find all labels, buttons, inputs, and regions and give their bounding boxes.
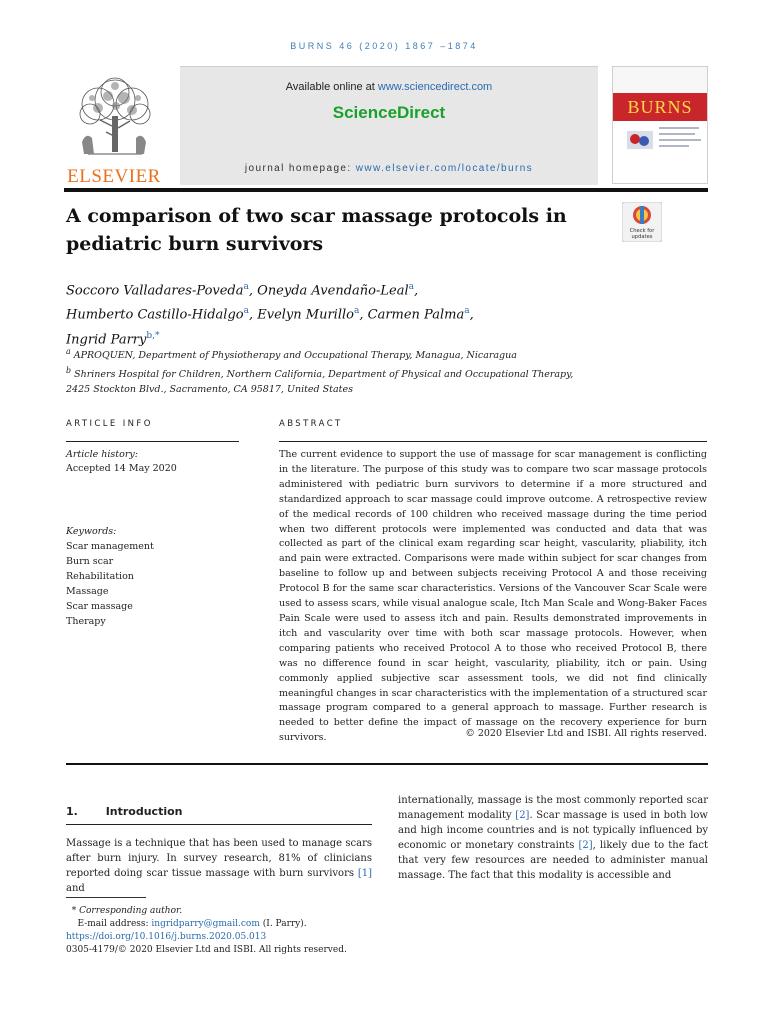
cover-top: [613, 67, 707, 93]
affiliation-a: [66, 344, 686, 363]
homepage-link[interactable]: www.elsevier.com/locate/burns: [355, 163, 534, 174]
email-suffix: (I. Parry).: [262, 919, 307, 929]
footnote-rule: [66, 897, 146, 898]
email-link[interactable]: ingridparry@gmail.com: [151, 919, 260, 929]
intro-left-text-b: and: [66, 883, 85, 894]
available-online-line: [180, 81, 598, 93]
email-label: E-mail address:: [77, 919, 149, 929]
running-head: BURNS 46 (2020) 1867 –1874: [290, 41, 478, 51]
elsevier-logo[interactable]: [64, 76, 164, 186]
footnotes: [66, 905, 396, 957]
footnote-star: *: [71, 906, 77, 916]
citation-link[interactable]: [1]: [357, 868, 372, 879]
sciencedirect-brand[interactable]: ScienceDirect: [332, 103, 446, 122]
keywords-label: Keywords:: [66, 526, 117, 537]
affiliation-b: [66, 363, 686, 382]
keyword-item: Burn scar: [66, 556, 114, 567]
cover-journal-name: BURNS: [613, 93, 707, 121]
intro-right-text-a: internationally, massage is the most commonly reported scar management modality: [398, 795, 708, 821]
cover-text-lines: [659, 127, 703, 151]
section-heading-rule: [66, 824, 372, 825]
crossmark-icon: [622, 202, 662, 242]
sciencedirect-link[interactable]: www.sciencedirect.com: [377, 81, 493, 93]
article-title: [66, 202, 606, 258]
keyword-item: Rehabilitation: [66, 571, 134, 582]
author-affil-mark[interactable]: b,*: [146, 330, 160, 341]
keywords-block: [66, 524, 238, 629]
title-line-2: pediatric burn survivors: [66, 233, 324, 255]
history-value: Accepted 14 May 2020: [66, 463, 177, 474]
author-affil-mark[interactable]: a: [243, 282, 249, 292]
abstract-label: ABSTRACT: [279, 419, 343, 429]
issn-line: 0305-4179/© 2020 Elsevier Ltd and ISBI. All rights reserved.: [66, 945, 347, 955]
article-history: [66, 448, 238, 476]
abstract-text: The current evidence to support the use of massage for scar management is conflicting in the literature. The purpose of this study was to compare two scar massage protocols administered with pediatric burn survivors to determine if a more structured and standardized approach to scar massage could improve outcome. A retrospective review of the medical records of 100 children who received massage during the time period when two different protocols were implemented was conducted and data that was collected as part of the clinical exam regarding scar height, vascularity, pliability, itch and pain were extracted. Comparisons were made within subject for scar changes from baseline to follow up and between subjects receiving Protocol A and those receiving Protocol B for the same scar characteristics. Versions of the Vancouver Scar Scale were used to assess scars, while visual analogue scale, Itch Man Scale and Wong-Baker Faces Pain Scale were used to assess itch and pain. Results demonstrated improvements in itch and vascularity over time with both scar massage protocols. However, when comparing patients who received Protocol A to those who received Protocol B, there was no difference found in scar height, vascularity, pliability, itch or pain. Using commonly applied subjective scar assessment tools, we did not find clinically meaningful changes in scar characteristics with the implementation of a structured scar massage program compared to a general approach to massage. Further research is needed to better define the impact of massage on the recovery experience for burn survivors.: [279, 449, 707, 744]
author-affil-mark[interactable]: a: [243, 306, 249, 317]
intro-right-column: [398, 793, 708, 883]
abstract-rule: [279, 441, 707, 442]
abstract-copyright: © 2020 Elsevier Ltd and ISBI. All rights reserved.: [465, 728, 707, 739]
author-name[interactable]: Soccoro Valladares-Poveda: [66, 283, 244, 299]
available-online-text: Available online at: [285, 81, 375, 93]
author-name[interactable]: Evelyn Murillo: [257, 307, 354, 323]
journal-header-band: [180, 66, 598, 185]
section-number: 1.: [66, 805, 78, 818]
author-name[interactable]: Carmen Palma: [367, 307, 465, 323]
article-info-rule: [66, 441, 239, 442]
doi-link[interactable]: https://doi.org/10.1016/j.burns.2020.05.013: [66, 932, 267, 942]
citation-link[interactable]: [2]: [515, 810, 530, 821]
author-name[interactable]: Ingrid Parry: [66, 331, 147, 347]
intro-right-text-b: . Scar massage is used in both low and high income countries and is not typically influenced by economic or monetary constraints: [398, 810, 708, 851]
author-affil-mark[interactable]: a: [408, 282, 414, 292]
header-rule: [64, 188, 708, 192]
article-info-label: ARTICLE INFO: [66, 419, 153, 429]
crossmark-line-1: Check for: [629, 228, 655, 234]
author-affil-mark[interactable]: a: [353, 306, 360, 317]
keyword-item: Massage: [66, 586, 109, 597]
affiliation-a-mark: a: [66, 347, 71, 356]
section-title: Introduction: [105, 805, 183, 818]
section-heading-introduction: [66, 805, 183, 818]
corresponding-author-note: [66, 905, 396, 918]
journal-cover-thumbnail[interactable]: [612, 66, 708, 184]
intro-right-text-c: , likely due to the fact that very few resources are needed to administer manual massage. The fact that this modality is accessible and: [398, 840, 708, 881]
corresponding-author-label: Corresponding author.: [79, 906, 183, 916]
author-name[interactable]: Oneyda Avendaño-Leal: [257, 283, 409, 299]
intro-left-column: [66, 836, 372, 896]
affiliation-b-mark: b: [66, 366, 72, 376]
elsevier-wordmark: ELSEVIER: [67, 166, 161, 187]
title-line-1: A comparison of two scar massage protocols in: [66, 205, 567, 227]
citation-link[interactable]: [2]: [578, 840, 593, 851]
keyword-item: Therapy: [66, 616, 106, 627]
keyword-item: Scar massage: [66, 601, 133, 612]
cover-art-icon: [625, 127, 655, 153]
author-name[interactable]: Humberto Castillo-Hidalgo: [66, 307, 244, 323]
history-label: Article history:: [66, 449, 138, 460]
homepage-label: journal homepage:: [244, 163, 352, 174]
affiliations: [66, 344, 686, 397]
affiliation-b-text-1: Shriners Hospital for Children, Northern California, Department of Physical and Occupational Therapy,: [74, 369, 574, 381]
keyword-item: Scar management: [66, 541, 154, 552]
journal-homepage-line: [180, 163, 598, 174]
elsevier-tree-icon: [68, 76, 162, 162]
crossmark-line-2: updates: [631, 234, 653, 240]
author-list: Soccoro Valladares-Poveda$^a$, Oneyda Avendaño-Leal$^a$, Humberto Castillo-Hidalgo$^a$, Evelyn Murillo$^a$, Carmen Palma$^a$, Ingrid Parry$^{b,*}$: [66, 282, 474, 347]
check-for-updates-badge[interactable]: [622, 202, 662, 242]
intro-left-text-a: Massage is a technique that has been used to manage scars after burn injury. In survey research, 81% of clinicians reported doing scar tissue massage with burn survivors: [66, 838, 372, 879]
affiliation-b-text-2: 2425 Stockton Blvd., Sacramento, CA 95817, United States: [66, 384, 353, 396]
affiliation-a-text: APROQUEN, Department of Physiotherapy and Occupational Therapy, Managua, Nicaragua: [73, 350, 517, 362]
email-line: [66, 918, 396, 931]
abstract-bottom-rule: [66, 763, 708, 765]
author-affil-mark[interactable]: a: [464, 306, 470, 317]
